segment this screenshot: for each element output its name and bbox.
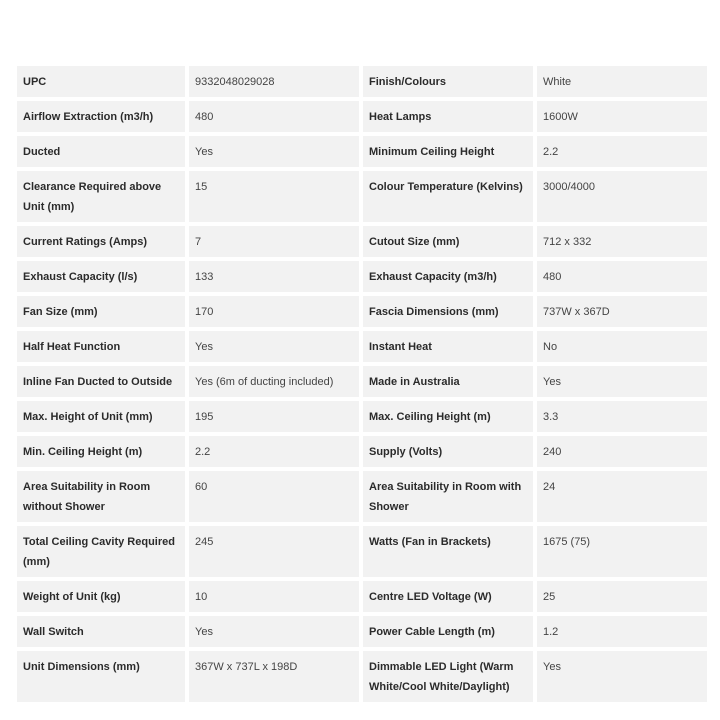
spec-label: Area Suitability in Room with Shower	[363, 471, 533, 522]
spec-label: Minimum Ceiling Height	[363, 136, 533, 167]
spec-value: White	[537, 66, 707, 97]
spec-value: 10	[189, 581, 359, 612]
spec-value: 195	[189, 401, 359, 432]
spec-label: UPC	[17, 66, 185, 97]
table-row	[17, 66, 707, 97]
table-row	[17, 101, 707, 132]
spec-label: Half Heat Function	[17, 331, 185, 362]
spec-value: 1675 (75)	[537, 526, 707, 577]
table-row	[17, 651, 707, 702]
spec-label: Exhaust Capacity (m3/h)	[363, 261, 533, 292]
table-row	[17, 471, 707, 522]
spec-label: Airflow Extraction (m3/h)	[17, 101, 185, 132]
spec-label: Cutout Size (mm)	[363, 226, 533, 257]
spec-label: Weight of Unit (kg)	[17, 581, 185, 612]
table-row	[17, 436, 707, 467]
spec-value: 133	[189, 261, 359, 292]
spec-label: Fascia Dimensions (mm)	[363, 296, 533, 327]
spec-value: Yes	[189, 616, 359, 647]
table-row	[17, 331, 707, 362]
spec-value: 170	[189, 296, 359, 327]
spec-label: Finish/Colours	[363, 66, 533, 97]
spec-value: 60	[189, 471, 359, 522]
spec-label: Inline Fan Ducted to Outside	[17, 366, 185, 397]
spec-value: 240	[537, 436, 707, 467]
spec-label: Dimmable LED Light (Warm White/Cool White/Daylight)	[363, 651, 533, 702]
spec-label: Instant Heat	[363, 331, 533, 362]
spec-value: 712 x 332	[537, 226, 707, 257]
spec-table	[13, 62, 711, 706]
table-row	[17, 401, 707, 432]
spec-value: Yes (6m of ducting included)	[189, 366, 359, 397]
spec-value: 3.3	[537, 401, 707, 432]
spec-label: Total Ceiling Cavity Required (mm)	[17, 526, 185, 577]
spec-label: Fan Size (mm)	[17, 296, 185, 327]
spec-label: Made in Australia	[363, 366, 533, 397]
spec-label: Ducted	[17, 136, 185, 167]
spec-label: Unit Dimensions (mm)	[17, 651, 185, 702]
spec-label: Heat Lamps	[363, 101, 533, 132]
table-row	[17, 526, 707, 577]
spec-value: 1600W	[537, 101, 707, 132]
spec-value: Yes	[537, 366, 707, 397]
table-row	[17, 296, 707, 327]
spec-value: 7	[189, 226, 359, 257]
spec-value: 1.2	[537, 616, 707, 647]
spec-label: Max. Height of Unit (mm)	[17, 401, 185, 432]
spec-value: 3000/4000	[537, 171, 707, 222]
table-row	[17, 226, 707, 257]
spec-value: 2.2	[189, 436, 359, 467]
spec-value: 480	[537, 261, 707, 292]
spec-label: Centre LED Voltage (W)	[363, 581, 533, 612]
spec-label: Exhaust Capacity (l/s)	[17, 261, 185, 292]
spec-value: 9332048029028	[189, 66, 359, 97]
table-row	[17, 366, 707, 397]
table-row	[17, 616, 707, 647]
spec-label: Supply (Volts)	[363, 436, 533, 467]
table-row	[17, 581, 707, 612]
spec-value: 2.2	[537, 136, 707, 167]
spec-value: 25	[537, 581, 707, 612]
spec-label: Wall Switch	[17, 616, 185, 647]
spec-value: 367W x 737L x 198D	[189, 651, 359, 702]
spec-value: Yes	[189, 136, 359, 167]
spec-label: Power Cable Length (m)	[363, 616, 533, 647]
spec-label: Area Suitability in Room without Shower	[17, 471, 185, 522]
spec-table-body	[17, 66, 707, 702]
spec-label: Min. Ceiling Height (m)	[17, 436, 185, 467]
spec-value: 480	[189, 101, 359, 132]
spec-label: Clearance Required above Unit (mm)	[17, 171, 185, 222]
spec-value: 737W x 367D	[537, 296, 707, 327]
spec-value: Yes	[189, 331, 359, 362]
spec-label: Max. Ceiling Height (m)	[363, 401, 533, 432]
spec-value: 245	[189, 526, 359, 577]
spec-label: Current Ratings (Amps)	[17, 226, 185, 257]
table-row	[17, 261, 707, 292]
spec-label: Colour Temperature (Kelvins)	[363, 171, 533, 222]
spec-value: Yes	[537, 651, 707, 702]
spec-value: No	[537, 331, 707, 362]
spec-value: 24	[537, 471, 707, 522]
table-row	[17, 171, 707, 222]
spec-value: 15	[189, 171, 359, 222]
table-row	[17, 136, 707, 167]
spec-label: Watts (Fan in Brackets)	[363, 526, 533, 577]
